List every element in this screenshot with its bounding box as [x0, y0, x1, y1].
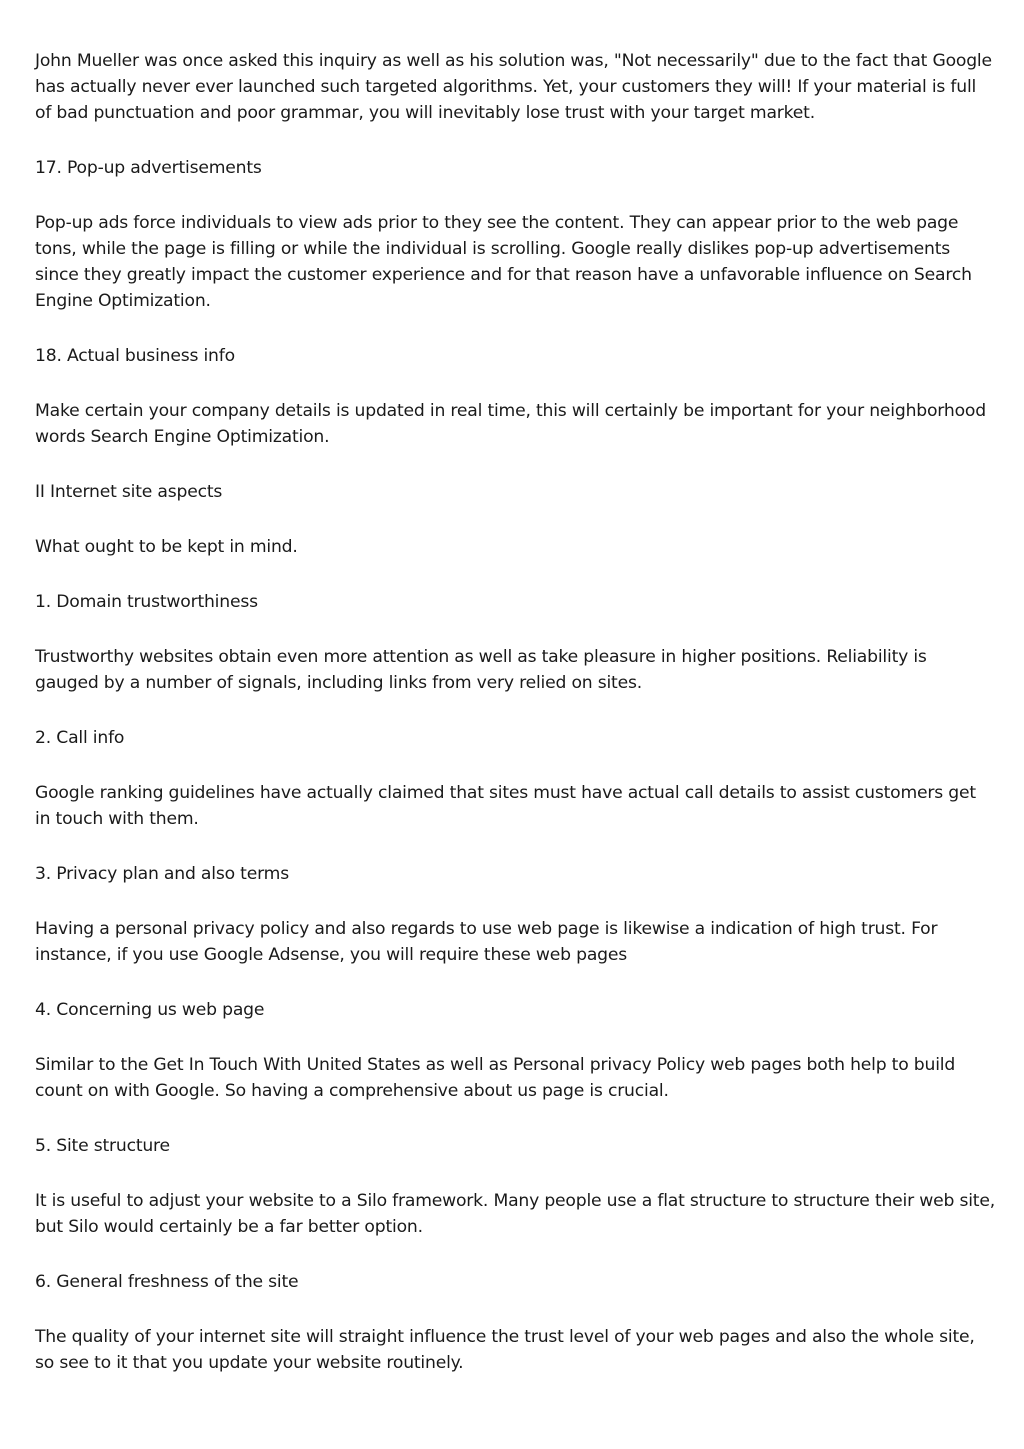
heading-popup-ads: 17. Pop-up advertisements: [35, 158, 262, 178]
heading-call-info: 2. Call info: [35, 728, 125, 748]
heading-freshness: 6. General freshness of the site: [35, 1272, 299, 1292]
heading-domain-trust: 1. Domain trustworthiness: [35, 592, 258, 612]
paragraph-about-us: Similar to the Get In Touch With United States as well as Personal privacy Policy web pages both help to build count on with Google. So having a comprehensive about us page is crucial.: [35, 1055, 956, 1101]
paragraph-call-info: Google ranking guidelines have actually claimed that sites must have actual call details to assist customers get in touch with them.: [35, 783, 976, 829]
paragraph-site-aspects: What ought to be kept in mind.: [35, 537, 298, 557]
heading-privacy: 3. Privacy plan and also terms: [35, 864, 289, 884]
heading-site-aspects: II Internet site aspects: [35, 482, 223, 502]
paragraph-popup-ads: Pop-up ads force individuals to view ads prior to they see the content. They can appear prior to the web page tons, while the page is filling or while the individual is scrolling. Google really dislikes pop-up advertisements since they greatly impact the customer experience and for that reason have a unfavorable influence on Search Engine Optimization.: [35, 213, 972, 311]
paragraph-site-structure: It is useful to adjust your website to a Silo framework. Many people use a flat structure to structure their web site, but Silo would certainly be a far better option.: [35, 1191, 995, 1237]
document-page: [35, 48, 995, 1405]
paragraph-freshness: The quality of your internet site will straight influence the trust level of your web pages and also the whole site, so see to it that you update your website routinely.: [35, 1327, 975, 1373]
heading-business-info: 18. Actual business info: [35, 346, 235, 366]
paragraph-privacy: Having a personal privacy policy and also regards to use web page is likewise a indication of high trust. For instance, if you use Google Adsense, you will require these web pages: [35, 919, 938, 965]
heading-about-us: 4. Concerning us web page: [35, 1000, 265, 1020]
paragraph-grammar: John Mueller was once asked this inquiry as well as his solution was, "Not necessarily" due to the fact that Google has actually never ever launched such targeted algorithms. Yet, your customers they will! If your material is full of bad punctuation and poor grammar, you will inevitably lose trust with your target market.: [35, 51, 992, 123]
paragraph-domain-trust: Trustworthy websites obtain even more attention as well as take pleasure in higher positions. Reliability is gauged by a number of signals, including links from very relied on sites.: [35, 647, 927, 693]
paragraph-business-info: Make certain your company details is updated in real time, this will certainly be important for your neighborhood words Search Engine Optimization.: [35, 401, 986, 447]
heading-site-structure: 5. Site structure: [35, 1136, 170, 1156]
